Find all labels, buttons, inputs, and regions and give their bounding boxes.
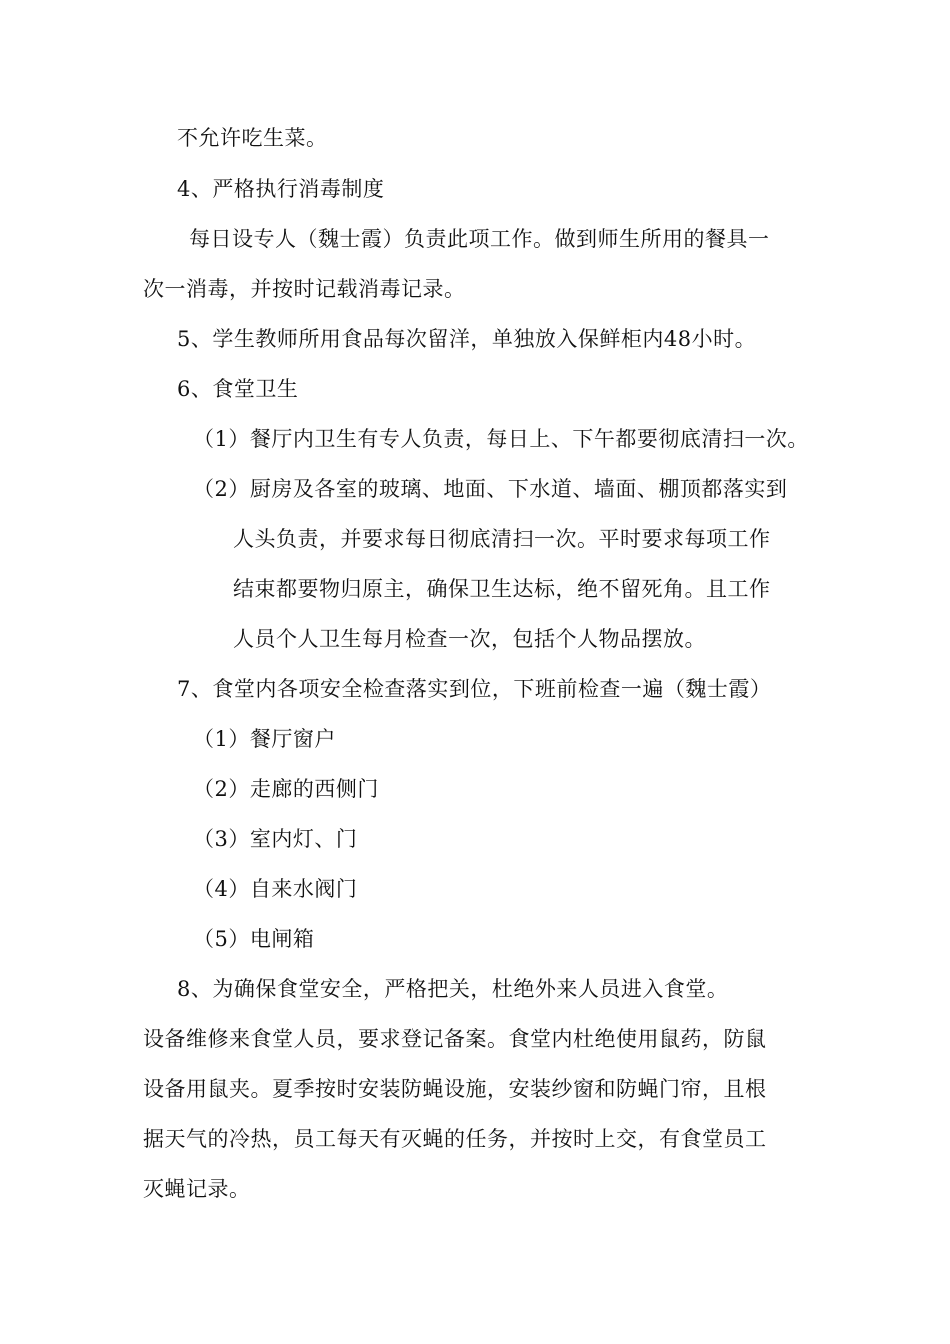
text-line: 据天气的冷热，员工每天有灭蝇的任务，并按时上交，有食堂员工 <box>143 1127 767 1151</box>
text-line: 每日设专人（魏士霞）负责此项工作。做到师生所用的餐具一 <box>189 227 770 251</box>
text-line: 次一消毒，并按时记载消毒记录。 <box>143 277 466 301</box>
list-item: （2）走廊的西侧门 <box>193 777 379 801</box>
section-heading: 6、食堂卫生 <box>177 377 299 401</box>
section-heading: 7、食堂内各项安全检查落实到位，下班前检查一遍（魏士霞） <box>177 677 772 701</box>
section-heading: 8、为确保食堂安全，严格把关，杜绝外来人员进入食堂。 <box>177 977 729 1001</box>
list-item: （5）电闸箱 <box>193 927 315 951</box>
text-line: 设备用鼠夹。夏季按时安装防蝇设施，安装纱窗和防蝇门帘，且根 <box>143 1077 767 1101</box>
text-line: 结束都要物归原主，确保卫生达标，绝不留死角。且工作 <box>233 577 771 601</box>
section-heading: 5、学生教师所用食品每次留洋，单独放入保鲜柜内48小时。 <box>177 327 757 351</box>
text-line: 灭蝇记录。 <box>143 1177 251 1201</box>
text-line: 人员个人卫生每月检查一次，包括个人物品摆放。 <box>233 627 706 651</box>
list-item: （4）自来水阀门 <box>193 877 358 901</box>
list-item: （2）厨房及各室的玻璃、地面、下水道、墙面、棚顶都落实到 <box>193 477 788 501</box>
list-item: （1）餐厅内卫生有专人负责，每日上、下午都要彻底清扫一次。 <box>193 427 809 451</box>
text-line: 设备维修来食堂人员，要求登记备案。食堂内杜绝使用鼠药，防鼠 <box>143 1027 767 1051</box>
text-line: 人头负责，并要求每日彻底清扫一次。平时要求每项工作 <box>233 527 771 551</box>
list-item: （3）室内灯、门 <box>193 827 358 851</box>
section-heading: 4、严格执行消毒制度 <box>177 177 385 201</box>
list-item: （1）餐厅窗户 <box>193 727 336 751</box>
text-line: 不允许吃生菜。 <box>177 126 328 150</box>
